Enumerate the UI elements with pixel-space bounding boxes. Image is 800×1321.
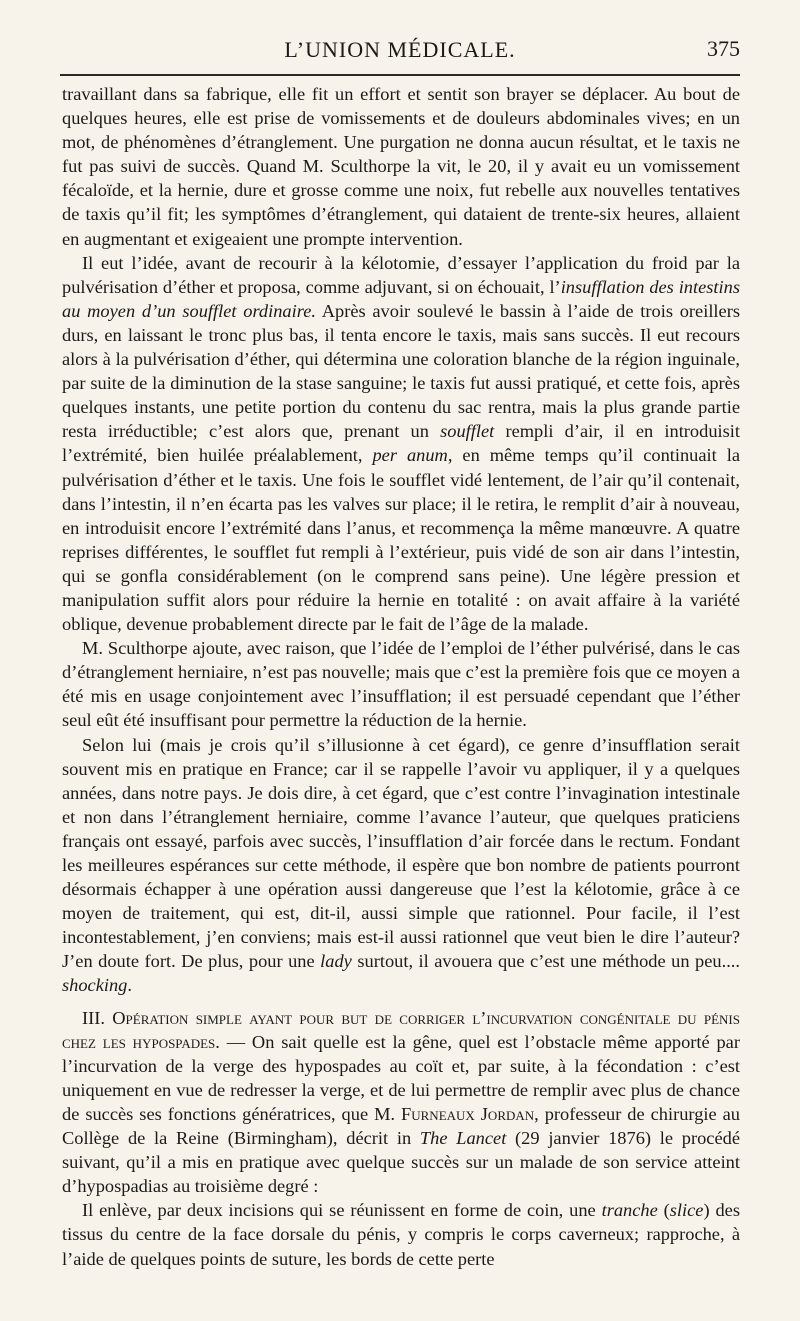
paragraph-text: ) des tissus du centre de la face dorsale du pénis, y compris le corps caverneux; rapproche, à l’aide de quelques points de suture, les bords de cette perte: [62, 1200, 740, 1269]
journal-name: The Lancet: [419, 1128, 507, 1149]
running-header: [60, 30, 740, 70]
italic-phrase: per anum: [372, 445, 448, 466]
paragraph-1: [62, 82, 740, 251]
paragraph-text: , professeur de chirurgie au Collège de la Reine (Birmingham), décrit in: [62, 1103, 740, 1149]
paragraph-text: Après avoir soulevé le bassin à l’aide de trois oreillers durs, en laissant le tronc plus bas, il tenta encore le taxis, mais sans succès. Il eut recours alors à la pulvérisation d’éther, qui détermina une coloration blanche de la région inguinale, par suite de la diminution de la stase sanguine; le taxis fut aussi pratiqué, et cette fois, après quelques instants, une petite portion du contenu du sac rentra, mais la plus grande partie resta irréductible; c’est alors que, prenant un: [62, 300, 740, 442]
paragraph-3: [62, 636, 740, 732]
author-name: Furneaux Jordan: [401, 1103, 535, 1124]
paragraph-text: rempli d’air, il en introduisit l’extrémité, bien huilée préalablement,: [62, 421, 741, 466]
paragraph-5: [62, 1006, 740, 1199]
paragraph-6: [62, 1198, 740, 1270]
paragraph-text: — On sait quelle est la gêne, quel est l’obstacle même apporté par l’incurvation de la verge des hypospades au coït et, par suite, à la fécondation : c’est uniquement en vue de redresser la verge, et de lui permettre de remplir avec plus de chance de succès ses fonctions génératrices, que M.: [62, 1031, 740, 1124]
italic-word: slice: [669, 1200, 704, 1221]
paragraph-text: travaillant dans sa fabrique, elle fit un effort et sentit son brayer se déplacer. Au bout de quelques heures, elle est prise de vomissements et de douleurs abdominales vives; en un mot, de phénomènes d’étranglement. Une purgation ne donna aucun résultat, et le taxis ne fut pas suivi de succès. Quand M. Sculthorpe la vit, le 20, il y avait eu un vomissement fécaloïde, et la hernie, dure et grosse comme une noix, fut rebelle aux nouvelles tentatives de taxis qu’il fit; les symptômes d’étranglement, qui dataient de trente-six heures, allaient en augmentant et exigeaient une prompte intervention.: [62, 84, 740, 249]
paragraph-text: Selon lui (mais je crois qu’il s’illusionne à cet égard), ce genre d’insufflation serait souvent mis en pratique en France; car il se rappelle l’avoir vu appliquer, il y a quelques années, dans notre pays. Je dois dire, à cet égard, que c’est contre l’invagination intestinale et non dans l’étranglement herniaire, comme l’avance l’auteur, que quelques praticiens français ont essayé, parfois avec succès, l’insufflation d’air forcée dans le rectum. Fondant les meilleures espérances sur cette méthode, il espère que bon nombre de patients pourront désormais échapper à une opération aussi dangereuse que l’est la kélotomie, grâce à ce moyen de traitement, qui est, dit-il, aussi simple que rationnel. Pour facile, il l’est incontestablement, j’en conviens; mais est-il aussi rationnel que veut bien le dire l’auteur? J’en doute fort. De plus, pour une: [62, 734, 740, 972]
body-text: [62, 82, 740, 1271]
italic-phrase: insufflation des intestins au moyen d’un soufflet ordinaire.: [62, 276, 740, 321]
paragraph-text: (29 janvier 1876) le procédé suivant, qu’il a mis en pratique avec quelque succès sur un malade de son service atteint d’hypospadias au troisième degré :: [62, 1128, 740, 1197]
italic-word: soufflet: [440, 421, 495, 442]
header-rule: [60, 74, 740, 76]
italic-word: lady: [320, 951, 352, 972]
paragraph-text: .: [127, 975, 132, 996]
paragraph-text: surtout, il avouera que c’est une méthode un peu....: [351, 951, 740, 972]
paragraph-text: , en même temps qu’il continuait la pulvérisation d’éther et le taxis. Une fois le soufflet vidé lentement, de l’air qu’il contenait, dans l’intestin, il n’en écarta pas les valves sur place; il le retira, le remplit d’air à nouveau, en introduisit encore l’extrémité dans l’anus, et recommença la même manœuvre. A quatre reprises différentes, le soufflet fut rempli à l’extérieur, puis vidé de son air dans l’intestin, qui se gonfla considérablement (on le comprend sans peine). Une légère pression et manipulation suffit alors pour réduire la hernie en totalité : on avait affaire à la variété oblique, devenue probablement directe par le fait de l’âge de la malade.: [62, 445, 740, 635]
paragraph-4: [62, 733, 740, 998]
paragraph-text: (: [657, 1200, 670, 1221]
paragraph-2: [62, 251, 740, 637]
section-heading: III. Opération simple ayant pour but de corriger l’incurvation congénitale du pénis chez les hypospades.: [62, 1007, 740, 1052]
italic-word: tranche: [601, 1200, 658, 1221]
paragraph-text: M. Sculthorpe ajoute, avec raison, que l’idée de l’emploi de l’éther pulvérisé, dans le cas d’étranglement herniaire, n’est pas nouvelle; mais que c’est la première fois que ce moyen a été mis en usage conjointement avec l’insufflation; il est persuadé cependant que l’éther seul eût été insuffisant pour permettre la réduction de la hernie.: [62, 638, 740, 731]
journal-title: L’UNION MÉDICALE.: [284, 37, 516, 62]
paragraph-text: Il eut l’idée, avant de recourir à la kélotomie, d’essayer l’application du froid par la pulvérisation d’éther et proposa, comme adjuvant, si on échouait, l’: [62, 252, 740, 297]
paragraph-text: Il enlève, par deux incisions qui se réunissent en forme de coin, une: [82, 1200, 602, 1221]
page-number: 375: [707, 36, 740, 61]
italic-word: shocking: [62, 975, 128, 996]
